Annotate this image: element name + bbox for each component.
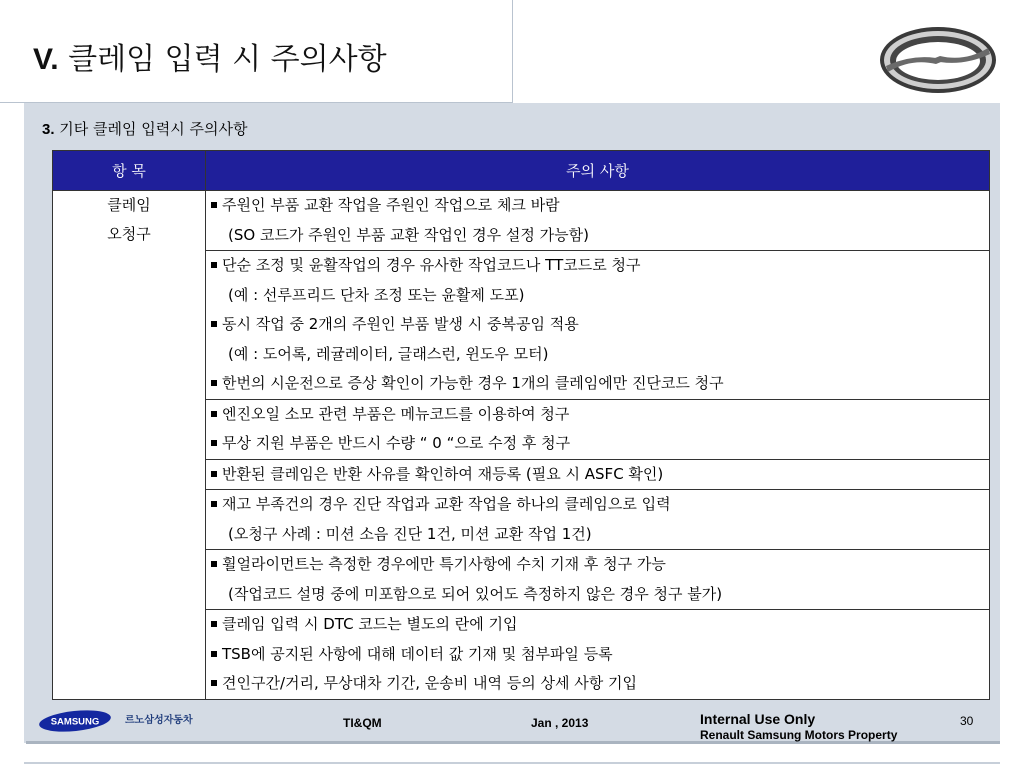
caution-cell <box>206 490 990 550</box>
bullet-item <box>206 669 989 699</box>
header-item: 항 목 <box>53 151 206 191</box>
note-line <box>206 580 989 610</box>
line-text: 단순 조정 및 윤활작업의 경우 유사한 작업코드나 TT코드로 청구 <box>222 256 641 274</box>
bullet-item <box>206 251 989 281</box>
title-text: 클레임 입력 시 주의사항 <box>68 42 387 77</box>
table-row <box>53 191 990 251</box>
caution-table <box>52 150 990 700</box>
bullet-item <box>206 550 989 580</box>
line-text: TSB에 공지된 사항에 대해 데이터 값 기재 및 첨부파일 등록 <box>222 644 613 663</box>
caution-cell <box>206 191 990 251</box>
bullet-item <box>206 460 989 490</box>
square-bullet-icon <box>211 440 217 446</box>
square-bullet-icon <box>211 501 217 507</box>
bullet-item <box>206 400 989 430</box>
line-text: 휠얼라이먼트는 측정한 경우에만 특기사항에 수치 기재 후 청구 가능 <box>222 555 666 573</box>
section-heading <box>42 118 247 139</box>
caution-cell <box>206 399 990 459</box>
line-text: 반환된 클레임은 반환 사유를 확인하여 재등록 (필요 시 ASFC 확인) <box>222 464 664 483</box>
bullet-item <box>206 310 989 340</box>
square-bullet-icon <box>211 651 217 657</box>
caution-cell <box>206 459 990 490</box>
header-caution: 주의 사항 <box>206 151 990 191</box>
page-title <box>33 34 387 78</box>
bullet-item <box>206 369 989 399</box>
bullet-item <box>206 610 989 640</box>
note-line <box>206 340 989 370</box>
note-line <box>206 520 989 550</box>
note-line <box>206 221 989 251</box>
samsung-logo-text: SAMSUNG <box>50 716 100 728</box>
bullet-item <box>206 640 989 670</box>
samsung-logo-icon <box>38 709 112 733</box>
square-bullet-icon <box>211 561 217 567</box>
note-line <box>206 281 989 311</box>
line-text: 무상 지원 부품은 반드시 수량 “ 0 “으로 수정 후 청구 <box>222 434 571 452</box>
line-text: 한번의 시운전으로 증상 확인이 가능한 경우 1개의 클레임에만 진단코드 청구 <box>222 374 724 392</box>
line-text: (예 : 선루프리드 단차 조정 또는 윤활제 도포) <box>228 285 525 304</box>
caution-cell <box>206 550 990 610</box>
section-title: 기타 클레임 입력시 주의사항 <box>59 120 248 138</box>
line-text: (작업코드 설명 중에 미포함으로 되어 있어도 측정하지 않은 경우 청구 불가) <box>228 584 723 603</box>
company-name-kr: 르노삼성자동차 <box>125 715 193 726</box>
line-text: (오청구 사례 : 미션 소음 진단 1건, 미션 교환 작업 1건) <box>228 524 592 543</box>
line-text: 견인구간/거리, 무상대차 기간, 운송비 내역 등의 상세 사항 기입 <box>222 674 637 692</box>
square-bullet-icon <box>211 621 217 627</box>
title-box <box>0 0 513 103</box>
square-bullet-icon <box>211 411 217 417</box>
bottom-rule <box>24 762 1000 764</box>
footer-dept: TI&QM <box>343 716 382 730</box>
item-label-line: 오청구 <box>107 225 151 243</box>
square-bullet-icon <box>211 262 217 268</box>
renault-samsung-emblem-icon <box>876 22 1000 98</box>
title-roman: V. <box>33 43 59 76</box>
line-text: 주원인 부품 교환 작업을 주원인 작업으로 체크 바람 <box>222 196 560 214</box>
line-text: 동시 작업 중 2개의 주원인 부품 발생 시 중복공임 적용 <box>222 315 579 333</box>
footer-date: Jan , 2013 <box>531 716 589 730</box>
section-number: 3. <box>42 121 55 138</box>
footer-internal-use: Internal Use Only <box>700 711 816 727</box>
caution-cell <box>206 610 990 700</box>
square-bullet-icon <box>211 321 217 327</box>
square-bullet-icon <box>211 680 217 686</box>
bullet-item <box>206 490 989 520</box>
square-bullet-icon <box>211 202 217 208</box>
table-header-row <box>53 151 990 191</box>
item-label-line: 클레임 <box>107 196 151 214</box>
bullet-item <box>206 429 989 459</box>
square-bullet-icon <box>211 380 217 386</box>
item-cell <box>53 191 206 700</box>
page-number: 30 <box>960 714 974 728</box>
line-text: 클레임 입력 시 DTC 코드는 별도의 란에 기입 <box>222 615 518 633</box>
square-bullet-icon <box>211 471 217 477</box>
line-text: 엔진오일 소모 관련 부품은 메뉴코드를 이용하여 청구 <box>222 404 570 423</box>
line-text: (예 : 도어록, 레귤레이터, 글래스런, 윈도우 모터) <box>228 344 549 363</box>
line-text: 재고 부족건의 경우 진단 작업과 교환 작업을 하나의 클레임으로 입력 <box>222 495 671 513</box>
bullet-item <box>206 191 989 221</box>
line-text: (SO 코드가 주원인 부품 교환 작업인 경우 설정 가능함) <box>228 225 589 244</box>
caution-cell <box>206 251 990 400</box>
footer-property: Renault Samsung Motors Property <box>700 728 898 742</box>
